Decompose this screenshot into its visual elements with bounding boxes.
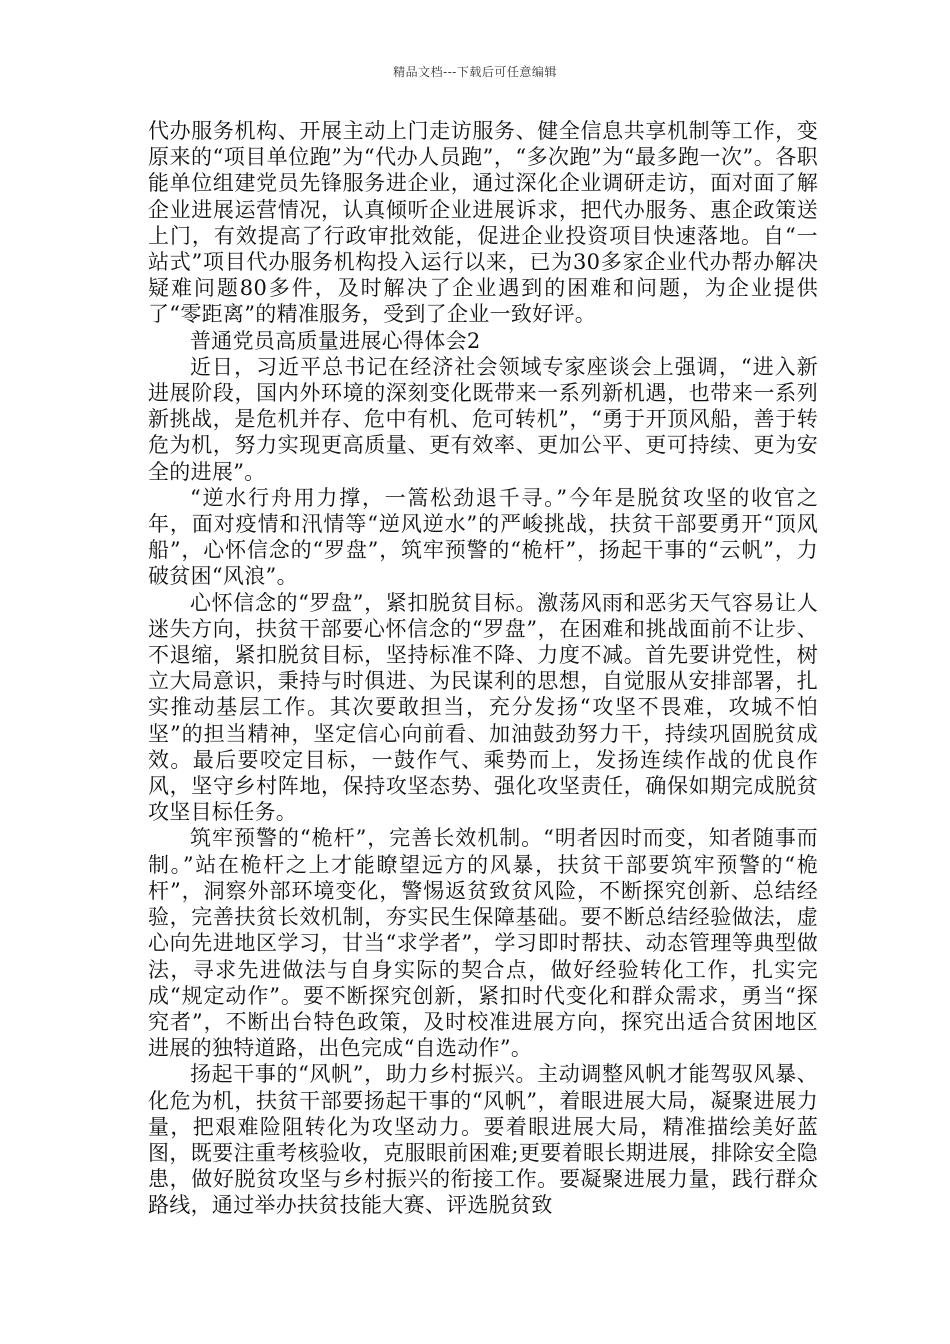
- paragraph-compass: 心怀信念的“罗盘”，紧扣脱贫目标。激荡风雨和恶劣天气容易让人迷失方向，扶贫干部要心怀信念的“罗盘”，在困难和挑战面前不让步、不退缩，紧扣脱贫目标，坚持标准不降、力度不减。首先要讲党性，树立大局意识，秉持与时俱进、为民谋利的思想，自觉服从安排部署，扎实推动基层工作。其次要敢担当，充分发扬“攻坚不畏难，攻城不怕坚”的担当精神，坚定信心向前看、加油鼓劲努力干，持续巩固脱贫成效。最后要咬定目标，一鼓作气、乘势而上，发扬连续作战的优良作风，坚守乡村阵地，保持攻坚态势、强化攻坚责任，确保如期完成脱贫攻坚目标任务。: [148, 590, 818, 825]
- paragraph-sail: 扬起干事的“风帆”，助力乡村振兴。主动调整风帆才能驾驭风暴、化危为机，扶贫干部要扬起干事的“风帆”，着眼进展大局，凝聚进展力量，把艰难险阻转化为攻坚动力。要着眼进展大局，精准描绘美好蓝图，既要注重考核验收，克服眼前困难;更要着眼长期进展，排除安全隐患，做好脱贫攻坚与乡村振兴的衔接工作。要凝聚进展力量，践行群众路线，通过举办扶贫技能大赛、评选脱贫致: [148, 1062, 818, 1218]
- paragraph-continuation: 代办服务机构、开展主动上门走访服务、健全信息共享机制等工作，变原来的“项目单位跑”为“代办人员跑”，“多次跑”为“最多跑一次”。各职能单位组建党员先锋服务进企业，通过深化企业调研走访，面对面了解企业进展运营情况，认真倾听企业进展诉求，把代办服务、惠企政策送上门，有效提高了行政审批效能，促进企业投资项目快速落地。自“一站式”项目代办服务机构投入运行以来，已为30多家企业代办帮办解决疑难问题80多件，及时解决了企业遇到的困难和问题，为企业提供了“零距离”的精准服务，受到了企业一致好评。: [148, 119, 818, 327]
- paragraph-intro: 近日，习近平总书记在经济社会领域专家座谈会上强调，“进入新进展阶段，国内外环境的深刻变化既带来一系列新机遇，也带来一系列新挑战，是危机并存、危中有机、危可转机”，“勇于开顶风船，善于转危为机，努力实现更高质量、更有效率、更加公平、更可持续、更为安全的进展”。: [148, 354, 818, 484]
- paragraph-quote: “逆水行舟用力撑，一篙松劲退千寻。”今年是脱贫攻坚的收官之年，面对疫情和汛情等“逆风逆水”的严峻挑战，扶贫干部要勇开“顶风船”，心怀信念的“罗盘”，筑牢预警的“桅杆”，扬起干事的“云帆”，力破贫困“风浪”。: [148, 485, 818, 589]
- paragraph-mast: 筑牢预警的“桅杆”，完善长效机制。“明者因时而变，知者随事而制。”站在桅杆之上才能瞭望远方的风暴，扶贫干部要筑牢预警的“桅杆”，洞察外部环境变化，警惕返贫致贫风险，不断探究创新、总结经验，完善扶贫长效机制，夯实民生保障基础。要不断总结经验做法，虚心向先进地区学习，甘当“求学者”，学习即时帮扶、动态管理等典型做法，寻求先进做法与自身实际的契合点，做好经验转化工作，扎实完成“规定动作”。要不断探究创新，紧扣时代变化和群众需求，勇当“探究者”，不断出台特色政策，及时校准进展方向，探究出适合贫困地区进展的独特道路，出色完成“自选动作”。: [148, 826, 818, 1061]
- section-heading: 普通党员高质量进展心得体会2: [190, 328, 481, 353]
- page-header: 精品文档---下载后可任意编辑: [393, 65, 557, 79]
- document-body: [148, 118, 818, 1219]
